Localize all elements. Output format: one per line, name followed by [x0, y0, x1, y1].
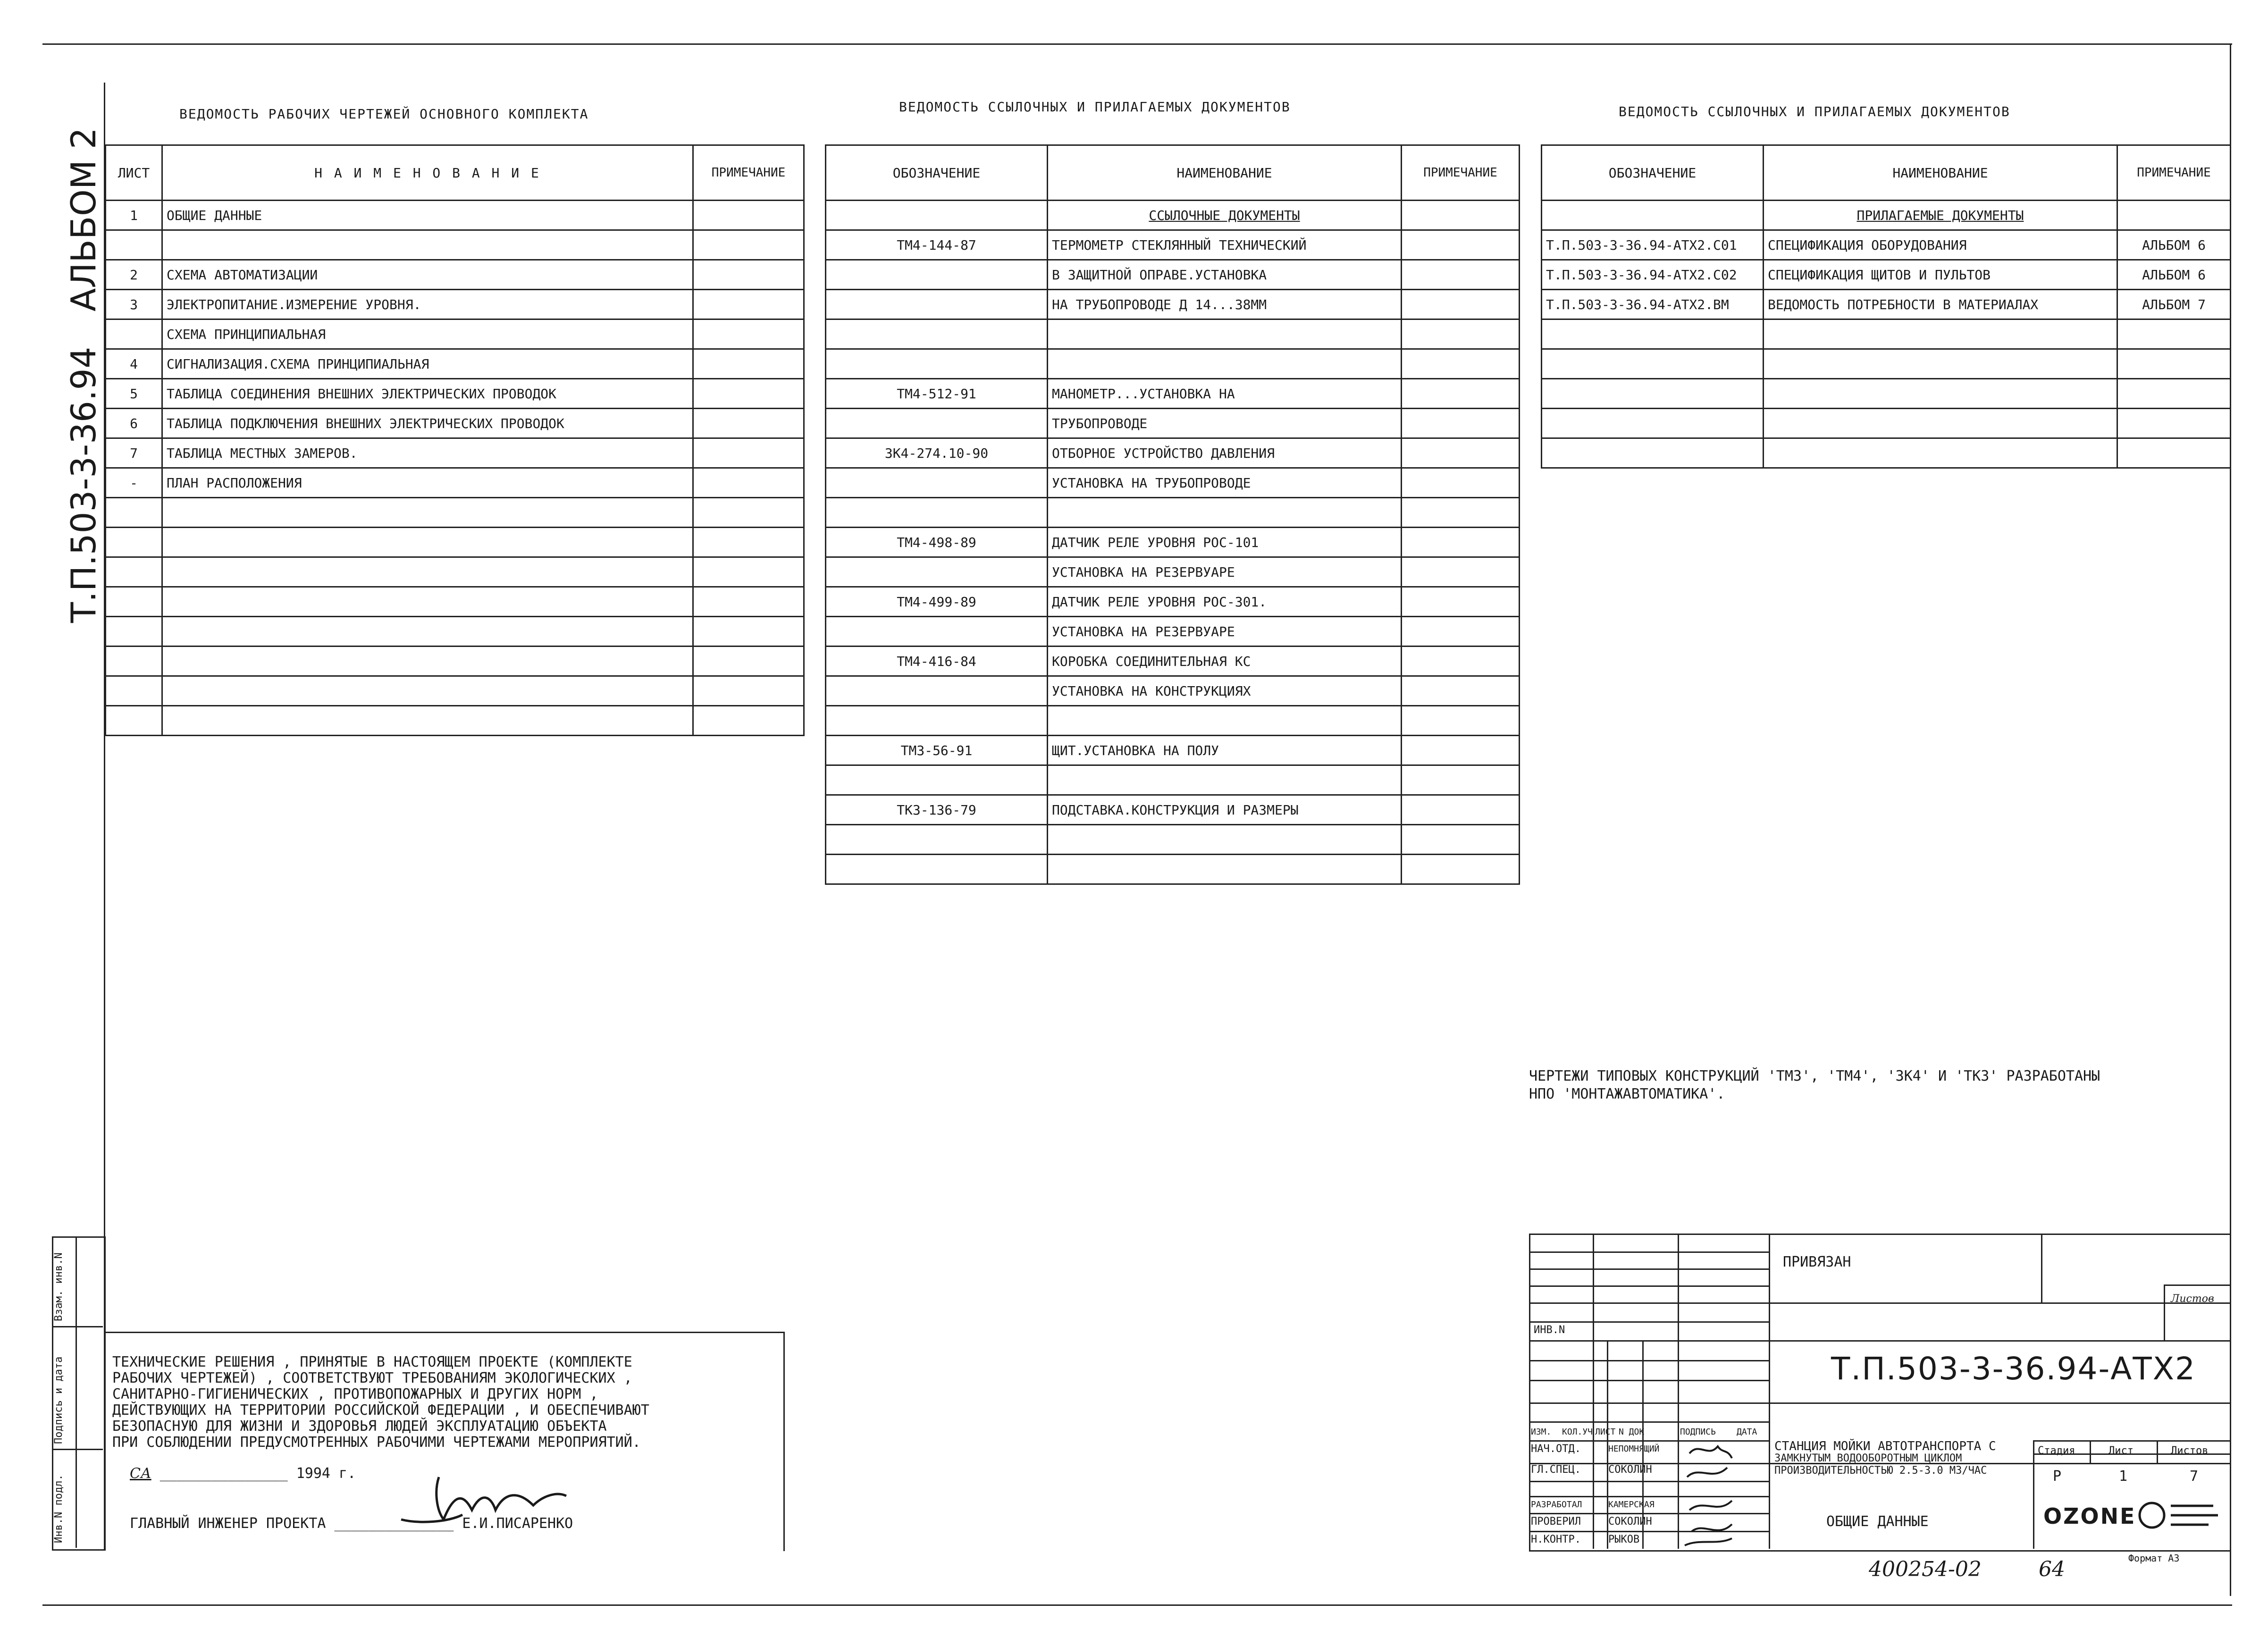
table-row [826, 736, 1520, 765]
tb-col-header-kolich: КОЛ.УЧ [1562, 1427, 1593, 1437]
note-cell [1402, 230, 1520, 260]
table-row [826, 646, 1520, 676]
col-header-designation: ОБОЗНАЧЕНИЕ [1542, 145, 1764, 201]
tb-row [1529, 1268, 1769, 1270]
attached-docs-table [1541, 144, 2231, 469]
tb-col-header-izm: ИЗМ. [1531, 1427, 1552, 1437]
sheet-number-cell [106, 646, 162, 676]
sheet-number-cell [106, 557, 162, 587]
role-label: РАЗРАБОТАЛ [1531, 1500, 1582, 1510]
note-cell [1402, 617, 1520, 646]
table-row [826, 409, 1520, 438]
note-cell [1402, 825, 1520, 855]
sheet-value: 1 [2119, 1468, 2128, 1485]
note-cell [1402, 290, 1520, 319]
table-row [106, 706, 804, 736]
drawing-name-cell [162, 646, 693, 676]
tb-col-header-list: ЛИСТ [1595, 1427, 1616, 1437]
table-row [826, 587, 1520, 617]
document-name-cell: ЩИТ.УСТАНОВКА НА ПОЛУ [1048, 736, 1402, 765]
sheet-number-cell: 2 [106, 260, 162, 290]
statement-line: РАБОЧИХ ЧЕРТЕЖЕЙ) , СООТВЕТСТВУЮТ ТРЕБОВАНИЯМ ЭКОЛОГИЧЕСКИХ , [112, 1370, 632, 1386]
document-name-cell: УСТАНОВКА НА КОНСТРУКЦИЯХ [1048, 676, 1402, 706]
side-stamp-row [52, 1326, 103, 1327]
drawing-name-cell [162, 617, 693, 646]
note-cell [1402, 795, 1520, 825]
note-cell [693, 319, 804, 349]
table-row [106, 587, 804, 617]
note-cell [693, 676, 804, 706]
tb-row [2033, 1440, 2230, 1442]
document-name-cell [1048, 855, 1402, 884]
note-cell [2117, 319, 2231, 349]
note-cell: АЛЬБОМ 6 [2117, 260, 2231, 290]
sheet-number-cell [106, 587, 162, 617]
tb-row [1529, 1402, 2230, 1404]
date-line: _______________ [160, 1465, 288, 1482]
table-row [826, 855, 1520, 884]
table-row [106, 319, 804, 349]
note-cell [693, 409, 804, 438]
note-cell [1402, 855, 1520, 884]
document-name-cell: УСТАНОВКА НА ТРУБОПРОВОДЕ [1048, 468, 1402, 498]
tb-row [1529, 1340, 2230, 1342]
table-row [826, 201, 1520, 230]
drawing-name-cell: ТАБЛИЦА МЕСТНЫХ ЗАМЕРОВ. [162, 438, 693, 468]
note-cell [693, 260, 804, 290]
table-row [826, 349, 1520, 379]
note-cell [693, 349, 804, 379]
document-name-cell [1764, 409, 2117, 438]
table-row [1542, 438, 2231, 468]
engineer-label: ГЛАВНЫЙ ИНЖЕНЕР ПРОЕКТА [130, 1515, 326, 1532]
statement-line: ПРИ СОБЛЮДЕНИИ ПРЕДУСМОТРЕННЫХ РАБОЧИМИ ЧЕРТЕЖАМИ МЕРОПРИЯТИЙ. [112, 1434, 641, 1451]
sheet-number-cell [106, 676, 162, 706]
note-cell [693, 498, 804, 528]
note-cell [1402, 468, 1520, 498]
drawing-name-cell: ПЛАН РАСПОЛОЖЕНИЯ [162, 468, 693, 498]
table-row [106, 646, 804, 676]
designation-cell: ТМ4-144-87 [826, 230, 1048, 260]
note-cell [693, 528, 804, 557]
drawing-name-cell [162, 557, 693, 587]
note-cell [693, 290, 804, 319]
designation-cell [1542, 379, 1764, 409]
table3-caption: ВЕДОМОСТЬ ССЫЛОЧНЫХ И ПРИЛАГАЕМЫХ ДОКУМЕНТОВ [1619, 104, 2010, 119]
document-name-cell [1764, 379, 2117, 409]
note-cell [1402, 498, 1520, 528]
drawing-name-cell: ТАБЛИЦА ПОДКЛЮЧЕНИЯ ВНЕШНИХ ЭЛЕКТРИЧЕСКИХ ПРОВОДОК [162, 409, 693, 438]
table-row [826, 379, 1520, 409]
table-row [826, 438, 1520, 468]
table-row [1542, 201, 2231, 230]
sheet-number-cell: 1 [106, 201, 162, 230]
note-cell: АЛЬБОМ 6 [2117, 230, 2231, 260]
role-label: ГЛ.СПЕЦ. [1531, 1464, 1581, 1476]
document-name-cell: УСТАНОВКА НА РЕЗЕРВУАРЕ [1048, 557, 1402, 587]
note-cell [1402, 736, 1520, 765]
org-logo: OZONE [2043, 1503, 2136, 1529]
sheet-number-cell: 3 [106, 290, 162, 319]
designation-cell [826, 617, 1048, 646]
table-row [106, 557, 804, 587]
reference-docs-table [825, 144, 1520, 885]
table-row [106, 438, 804, 468]
table-row [106, 468, 804, 498]
col-header-designation: ОБОЗНАЧЕНИЕ [826, 145, 1048, 201]
note-cell [1402, 676, 1520, 706]
table-row [826, 706, 1520, 736]
note-cell [693, 438, 804, 468]
object-line: СТАНЦИЯ МОЙКИ АВТОТРАНСПОРТА С [1774, 1439, 1996, 1453]
designation-cell [826, 855, 1048, 884]
role-name: НЕПОМНЯЩИЙ [1608, 1444, 1660, 1454]
note-cell [1402, 438, 1520, 468]
tb-col-header-podpis: ПОДПИСЬ [1680, 1427, 1716, 1437]
tb-row [1529, 1380, 1769, 1381]
designation-cell [826, 468, 1048, 498]
tb-row [2033, 1453, 2230, 1455]
drawing-name-cell [162, 676, 693, 706]
note-cell [693, 646, 804, 676]
stage-header: Стадия [2038, 1445, 2075, 1457]
title-block-signatures [1680, 1439, 1770, 1549]
side-stamp-row [52, 1449, 103, 1450]
tb-row [1529, 1302, 2230, 1304]
document-name-cell [1764, 319, 2117, 349]
col-header-note: ПРИМЕЧАНИЕ [693, 145, 804, 201]
col-header-name: НАИМЕНОВАНИЕ [1048, 145, 1402, 201]
doc-code: Т.П.503-3-36.94-АТХ2 [1831, 1351, 2196, 1387]
table-row [826, 617, 1520, 646]
tb-row [1529, 1251, 1769, 1253]
designation-cell [826, 706, 1048, 736]
album-label: АЛЬБОМ 2 [64, 127, 103, 311]
role-label: НАЧ.ОТД. [1531, 1443, 1581, 1455]
document-name-cell [1048, 319, 1402, 349]
drawing-name-cell [162, 528, 693, 557]
document-name-cell: СПЕЦИФИКАЦИЯ ЩИТОВ И ПУЛЬТОВ [1764, 260, 2117, 290]
drawing-name-cell [162, 230, 693, 260]
side-designation: Т.П.503-3-36.94 [64, 346, 103, 623]
note-cell [693, 201, 804, 230]
designation-cell [826, 498, 1048, 528]
table-row [826, 825, 1520, 855]
table-row [1542, 349, 2231, 379]
statement-line: ТЕХНИЧЕСКИЕ РЕШЕНИЯ , ПРИНЯТЫЕ В НАСТОЯЩЕМ ПРОЕКТЕ (КОМПЛЕКТЕ [112, 1354, 632, 1370]
document-name-cell: СПЕЦИФИКАЦИЯ ОБОРУДОВАНИЯ [1764, 230, 2117, 260]
document-name-cell: ССЫЛОЧНЫЕ ДОКУМЕНТЫ [1048, 201, 1402, 230]
note-cell [1402, 349, 1520, 379]
statement-date [130, 1466, 356, 1482]
inventory-number: 400254-02 [1869, 1557, 1982, 1581]
sheets-header: Листов [2171, 1445, 2209, 1457]
sheet-number-cell [106, 230, 162, 260]
tb-col-header-ndok: N ДОК [1619, 1427, 1645, 1437]
table-row [826, 498, 1520, 528]
org-logo-mark [2138, 1499, 2227, 1532]
note-cell [1402, 319, 1520, 349]
note-cell [2117, 349, 2231, 379]
table-row [106, 379, 804, 409]
note-cell [1402, 379, 1520, 409]
table-row [1542, 260, 2231, 290]
table-row [106, 676, 804, 706]
side-label-replace: Взам. инв.N [53, 1252, 65, 1321]
drawing-name-cell: ОБЩИЕ ДАННЫЕ [162, 201, 693, 230]
col-header-note: ПРИМЕЧАНИЕ [1402, 145, 1520, 201]
role-label: Н.КОНТР. [1531, 1534, 1581, 1545]
stage-value: Р [2053, 1468, 2062, 1485]
table-row [826, 795, 1520, 825]
table-row [106, 201, 804, 230]
document-name-cell [1048, 825, 1402, 855]
document-name-cell [1048, 498, 1402, 528]
designation-cell [826, 557, 1048, 587]
document-name-cell: МАНОМЕТР...УСТАНОВКА НА [1048, 379, 1402, 409]
note-cell [1402, 765, 1520, 795]
format-label: Формат А3 [2128, 1553, 2180, 1564]
note-cell [1402, 557, 1520, 587]
tb-col-header-date: ДАТА [1737, 1427, 1757, 1437]
sheet-number-cell [106, 498, 162, 528]
table-row [106, 409, 804, 438]
sheet-number-cell [106, 319, 162, 349]
designation-cell [826, 765, 1048, 795]
note-cell [693, 617, 804, 646]
drawing-name-cell [162, 498, 693, 528]
note-cell: АЛЬБОМ 7 [2117, 290, 2231, 319]
developer-note-line2: НПО 'МОНТАЖАВТОМАТИКА'. [1529, 1086, 1725, 1102]
designation-cell [1542, 201, 1764, 230]
table-row [106, 260, 804, 290]
statement-line: САНИТАРНО-ГИГИЕНИЧЕСКИХ , ПРОТИВОПОЖАРНЫХ И ДРУГИХ НОРМ , [112, 1386, 598, 1402]
statement-line: БЕЗОПАСНУЮ ДЛЯ ЖИЗНИ И ЗДОРОВЬЯ ЛЮДЕЙ ЭКСПЛУАТАЦИЮ ОБЪЕКТА [112, 1418, 607, 1435]
table-row [106, 528, 804, 557]
drawing-name-cell [162, 706, 693, 736]
drawing-name-cell: ТАБЛИЦА СОЕДИНЕНИЯ ВНЕШНИХ ЭЛЕКТРИЧЕСКИХ ПРОВОДОК [162, 379, 693, 409]
top-border [42, 43, 2232, 45]
table-row [106, 290, 804, 319]
table-row [1542, 409, 2231, 438]
table-row [1542, 379, 2231, 409]
document-name-cell [1048, 706, 1402, 736]
tb-col [1678, 1234, 1679, 1549]
engineer-signature [392, 1463, 571, 1538]
table-row [1542, 319, 2231, 349]
document-name-cell: ТРУБОПРОВОДЕ [1048, 409, 1402, 438]
designation-cell [826, 201, 1048, 230]
drawings-table [105, 144, 805, 736]
tb-row [2164, 1284, 2230, 1286]
sheet-title: ОБЩИЕ ДАННЫЕ [1826, 1513, 1929, 1530]
designation-cell: ТМ4-512-91 [826, 379, 1048, 409]
document-name-cell: ДАТЧИК РЕЛЕ УРОВНЯ РОС-301. [1048, 587, 1402, 617]
statement-text [112, 1354, 649, 1451]
table-row [106, 617, 804, 646]
bottom-border [42, 1604, 2232, 1606]
table1-caption: ВЕДОМОСТЬ РАБОЧИХ ЧЕРТЕЖЕЙ ОСНОВНОГО КОМПЛЕКТА [179, 106, 589, 122]
role-label: ПРОВЕРИЛ [1531, 1516, 1581, 1528]
drawing-name-cell: ЭЛЕКТРОПИТАНИЕ.ИЗМЕРЕНИЕ УРОВНЯ. [162, 290, 693, 319]
role-name: СОКОЛИН [1608, 1516, 1652, 1528]
tb-row [1529, 1421, 1769, 1423]
tb-row [1529, 1360, 1769, 1361]
table-row [826, 765, 1520, 795]
object-line: ПРОИЗВОДИТЕЛЬНОСТЬЮ 2.5-3.0 М3/ЧАС [1774, 1465, 1987, 1477]
designation-cell: Т.П.503-3-36.94-АТХ2.С01 [1542, 230, 1764, 260]
designation-cell [1542, 349, 1764, 379]
developer-note [1529, 1067, 2100, 1103]
sheet-label-top: Листов [2171, 1293, 2214, 1305]
privyazan-label: ПРИВЯЗАН [1783, 1254, 1851, 1270]
col-header-note: ПРИМЕЧАНИЕ [2117, 145, 2231, 201]
designation-cell: ТМ4-498-89 [826, 528, 1048, 557]
designation-cell [1542, 438, 1764, 468]
document-name-cell [1048, 349, 1402, 379]
note-cell [693, 468, 804, 498]
tb-row [1529, 1285, 1769, 1287]
designation-cell [826, 676, 1048, 706]
note-cell [1402, 201, 1520, 230]
tb-col [2090, 1440, 2091, 1463]
table-row [1542, 290, 2231, 319]
sheet-number-cell: 4 [106, 349, 162, 379]
table-row [106, 230, 804, 260]
designation-cell: ТМ4-499-89 [826, 587, 1048, 617]
note-cell [1402, 528, 1520, 557]
sheet-number-cell: 6 [106, 409, 162, 438]
document-name-cell: ОТБОРНОЕ УСТРОЙСТВО ДАВЛЕНИЯ [1048, 438, 1402, 468]
designation-cell [826, 349, 1048, 379]
note-cell [693, 706, 804, 736]
engineer-name: Е.И.ПИСАРЕНКО [462, 1515, 573, 1532]
note-cell [1402, 409, 1520, 438]
note-cell [693, 587, 804, 617]
designation-cell [1542, 319, 1764, 349]
table-row [826, 528, 1520, 557]
col-header-name: Н А И М Е Н О В А Н И Е [162, 145, 693, 201]
role-name: РЫКОВ [1608, 1534, 1640, 1545]
table-row [826, 290, 1520, 319]
designation-cell: ЗК4-274.10-90 [826, 438, 1048, 468]
document-name-cell: УСТАНОВКА НА РЕЗЕРВУАРЕ [1048, 617, 1402, 646]
drawing-name-cell: СХЕМА АВТОМАТИЗАЦИИ [162, 260, 693, 290]
side-label-sign: Подпись и дата [53, 1356, 65, 1444]
engineer-sign-line: ______________ [334, 1515, 454, 1532]
note-cell [1402, 587, 1520, 617]
table-row [826, 676, 1520, 706]
side-stamp-divider [76, 1236, 77, 1548]
drawing-name-cell [162, 587, 693, 617]
col-header-sheet: ЛИСТ [106, 145, 162, 201]
note-cell [2117, 409, 2231, 438]
note-cell [2117, 438, 2231, 468]
document-name-cell: ВЕДОМОСТЬ ПОТРЕБНОСТИ В МАТЕРИАЛАХ [1764, 290, 2117, 319]
sheet-number-cell: 7 [106, 438, 162, 468]
sheets-value: 7 [2190, 1468, 2199, 1485]
date-day: СА [130, 1465, 151, 1482]
document-name-cell: ПОДСТАВКА.КОНСТРУКЦИЯ И РАЗМЕРЫ [1048, 795, 1402, 825]
note-cell [1402, 706, 1520, 736]
sheet-number-cell: 5 [106, 379, 162, 409]
tb-col [2033, 1440, 2034, 1549]
document-name-cell: ТЕРМОМЕТР СТЕКЛЯННЫЙ ТЕХНИЧЕСКИЙ [1048, 230, 1402, 260]
document-name-cell [1048, 765, 1402, 795]
note-cell [1402, 260, 1520, 290]
document-name-cell [1764, 349, 2117, 379]
note-cell [693, 379, 804, 409]
table-row [106, 349, 804, 379]
role-name: КАМЕРСКАЯ [1608, 1500, 1655, 1510]
table-row [826, 557, 1520, 587]
note-cell [2117, 379, 2231, 409]
table-row [826, 230, 1520, 260]
designation-cell [1542, 409, 1764, 438]
designation-cell: Т.П.503-3-36.94-АТХ2.С02 [1542, 260, 1764, 290]
note-cell [693, 557, 804, 587]
tb-col [1593, 1234, 1594, 1549]
table-row [826, 468, 1520, 498]
note-cell [1402, 646, 1520, 676]
object-description [1774, 1440, 1996, 1477]
sheet-number-cell [106, 706, 162, 736]
designation-cell [826, 825, 1048, 855]
sheet-number-cell: - [106, 468, 162, 498]
document-name-cell: НА ТРУБОПРОВОДЕ Д 14...38ММ [1048, 290, 1402, 319]
designation-cell [826, 290, 1048, 319]
page-number: 64 [2039, 1557, 2065, 1581]
designation-cell: ТМ4-416-84 [826, 646, 1048, 676]
note-cell [2117, 201, 2231, 230]
document-name-cell [1764, 438, 2117, 468]
designation-cell: ТК3-136-79 [826, 795, 1048, 825]
date-year: 1994 г. [296, 1465, 356, 1482]
sheet-number-cell [106, 617, 162, 646]
drawing-name-cell: СХЕМА ПРИНЦИПИАЛЬНАЯ [162, 319, 693, 349]
developer-note-line1: ЧЕРТЕЖИ ТИПОВЫХ КОНСТРУКЦИЙ 'ТМ3', 'ТМ4', 'ЗК4' И 'ТК3' РАЗРАБОТАНЫ [1529, 1068, 2100, 1084]
document-name-cell: В ЗАЩИТНОЙ ОПРАВЕ.УСТАНОВКА [1048, 260, 1402, 290]
tb-col [2041, 1234, 2042, 1302]
table-row [106, 498, 804, 528]
drawing-name-cell: СИГНАЛИЗАЦИЯ.СХЕМА ПРИНЦИПИАЛЬНАЯ [162, 349, 693, 379]
inv-label: ИНВ.N [1534, 1324, 1565, 1336]
sheet-number-cell [106, 528, 162, 557]
table-row [1542, 230, 2231, 260]
role-name: СОКОЛИН [1608, 1464, 1652, 1476]
document-name-cell: ПРИЛАГАЕМЫЕ ДОКУМЕНТЫ [1764, 201, 2117, 230]
table-row [826, 319, 1520, 349]
tb-col [2157, 1440, 2158, 1463]
col-header-name: НАИМЕНОВАНИЕ [1764, 145, 2117, 201]
designation-cell: Т.П.503-3-36.94-АТХ2.ВМ [1542, 290, 1764, 319]
designation-cell: ТМ3-56-91 [826, 736, 1048, 765]
designation-cell [826, 319, 1048, 349]
table-row [826, 260, 1520, 290]
document-name-cell: ДАТЧИК РЕЛЕ УРОВНЯ РОС-101 [1048, 528, 1402, 557]
tb-col [2164, 1284, 2165, 1340]
note-cell [693, 230, 804, 260]
table2-caption: ВЕДОМОСТЬ ССЫЛОЧНЫХ И ПРИЛАГАЕМЫХ ДОКУМЕНТОВ [899, 99, 1291, 115]
document-name-cell: КОРОБКА СОЕДИНИТЕЛЬНАЯ КС [1048, 646, 1402, 676]
object-line: ЗАМКНУТЫМ ВОДООБОРОТНЫМ ЦИКЛОМ [1774, 1452, 1962, 1464]
statement-line: ДЕЙСТВУЮЩИХ НА ТЕРРИТОРИИ РОССИЙСКОЙ ФЕДЕРАЦИИ , И ОБЕСПЕЧИВАЮТ [112, 1402, 649, 1419]
side-label-inv: Инв.N подл. [53, 1474, 65, 1543]
sheet-header: Лист [2108, 1445, 2134, 1457]
designation-cell [826, 409, 1048, 438]
designation-cell [826, 260, 1048, 290]
